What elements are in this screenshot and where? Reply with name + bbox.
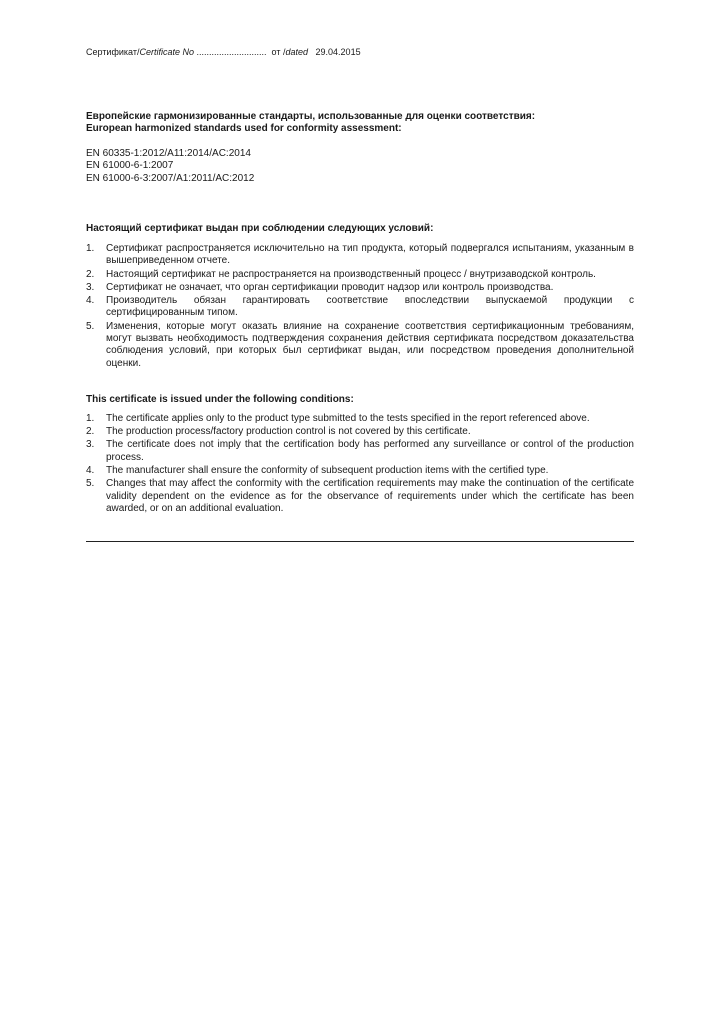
- list-item-number: 3.: [86, 439, 95, 451]
- list-item-number: 5.: [86, 320, 95, 332]
- from-label-ru: от /: [271, 47, 286, 57]
- list-item: [86, 243, 634, 268]
- list-item-number: 1.: [86, 243, 95, 254]
- list-item-number: 2.: [86, 426, 95, 438]
- list-item-text: The manufacturer shall ensure the conformity of subsequent production items with the certified type.: [106, 465, 549, 477]
- list-item-number: 2.: [86, 268, 95, 280]
- list-item-text: Сертификат распространяется исключительно на тип продукта, который подвергался испытаниям, указанным в вышеприведенном отчете.: [106, 243, 634, 267]
- cert-label-en: Certificate No: [139, 47, 194, 57]
- list-item-text: Изменения, которые могут оказать влияние на сохранение соответствия сертификационным требованиям, могут вызвать необходимость подтверждения сохранения действия сертификата посредством доказательства соблюдения условий, при которых был сертификат выдан, или посредством проведения дополнительной оценки.: [106, 320, 634, 369]
- list-item-number: 4.: [86, 465, 95, 477]
- list-item-number: 4.: [86, 295, 95, 307]
- standard-item: EN 61000-6-1:2007: [86, 160, 174, 172]
- conditions-en-list-wrap: [86, 413, 634, 516]
- list-item-text: The production process/factory production control is not covered by this certificate.: [106, 426, 471, 438]
- list-item: [86, 269, 634, 281]
- standards-title-en: European harmonized standards used for conformity assessment:: [86, 123, 402, 135]
- conditions-ru-list: [86, 243, 634, 370]
- list-item-text: Сертификат не означает, что орган сертификации проводит надзор или контроль производства.: [106, 281, 554, 293]
- certificate-header: [86, 47, 361, 57]
- list-item: [86, 282, 634, 294]
- conditions-ru-title: Настоящий сертификат выдан при соблюдении следующих условий:: [86, 223, 434, 234]
- list-item-text: The certificate applies only to the product type submitted to the tests specified in the report referenced above.: [106, 413, 590, 424]
- cert-number: ............................: [196, 47, 267, 57]
- list-item-number: 1.: [86, 413, 95, 424]
- list-item-text: Changes that may affect the conformity with the certification requirements may make the continuation of the certificate validity dependent on the evidence as for the observance of requirements under which the certificate has been awarded, or on an additional evaluation.: [106, 478, 634, 515]
- standards-list: [86, 148, 634, 185]
- list-item-number: 3.: [86, 281, 95, 293]
- list-item-text: The certificate does not imply that the certification body has performed any surveillance or control of the production process.: [106, 439, 634, 463]
- conditions-en-section: [86, 394, 634, 406]
- list-item-number: 5.: [86, 478, 95, 490]
- list-item: [86, 413, 634, 425]
- list-item: [86, 321, 634, 371]
- list-item: [86, 426, 634, 438]
- conditions-ru-section: [86, 223, 634, 235]
- list-item: [86, 465, 634, 477]
- standards-section: [86, 111, 634, 136]
- standard-item: EN 61000-6-3:2007/A1:2011/AC:2012: [86, 172, 255, 184]
- dated-label-en: dated: [285, 47, 309, 57]
- cert-date: 29.04.2015: [315, 47, 361, 57]
- cert-label-ru: Сертификат/: [86, 47, 140, 57]
- list-item: [86, 295, 634, 320]
- standard-item: EN 60335-1:2012/A11:2014/AC:2014: [86, 148, 251, 159]
- list-item-text: Настоящий сертификат не распространяется на производственный процесс / внутризаводской контроль.: [106, 268, 596, 280]
- list-item-text: Производитель обязан гарантировать соответствие впоследствии выпускаемой продукции с сертифицированным типом.: [106, 295, 634, 319]
- horizontal-rule: [86, 541, 634, 542]
- conditions-en-title: This certificate is issued under the following conditions:: [86, 394, 354, 405]
- standards-title-ru: Европейские гармонизированные стандарты, использованные для оценки соответствия:: [86, 111, 536, 122]
- list-item: [86, 478, 634, 515]
- conditions-ru-list-wrap: [86, 243, 634, 371]
- list-item: [86, 439, 634, 464]
- conditions-en-list: [86, 413, 634, 515]
